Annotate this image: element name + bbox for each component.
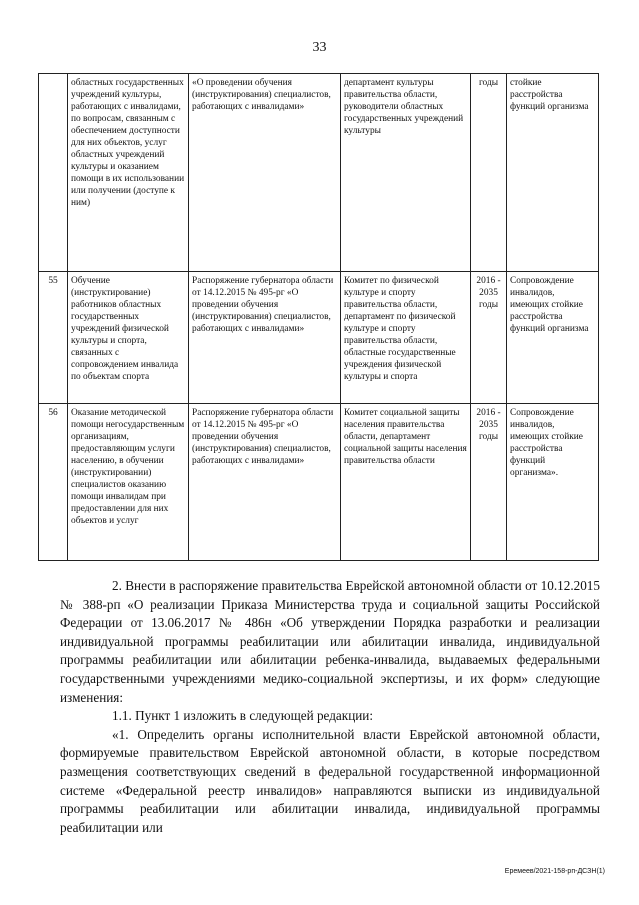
table-row — [39, 74, 599, 272]
paragraph-amendment: 2. Внести в распоряжение правительства Еврейской автономной области от 10.12.2015 № 388-рп «О реализации Приказа Министерства труда и социальной защиты Российской Федерации от 13.06.2017 № 486н «Об утверждении Порядка разработки и реализации индивидуальной программы реабилитации или абилитации инвалида, индивидуальной программы реабилитации или абилитации ребенка-инвалида, выдаваемых федеральными государственными учреждениями медико-социальной экспертизы, и их форм» следующие изменения: — [60, 578, 600, 705]
executor-cell: Комитет по физической культуре и спорту правительства области, департамент по физической культуре и спорту правительства области, областные государственные учреждения физической культуры и спорта — [341, 272, 471, 404]
paragraph-point: 1.1. Пункт 1 изложить в следующей редакции: — [112, 708, 374, 724]
table-row — [39, 272, 599, 404]
result-cell: стойкие расстройства функций организма — [507, 74, 599, 272]
body-text — [60, 577, 600, 837]
years-cell: 2016 - 2035 годы — [471, 272, 507, 404]
document-cell: Распоряжение губернатора области от 14.12.2015 № 495-рг «О проведении обучения (инструктирования) специалистов, работающих с инвалидами» — [189, 404, 341, 561]
page-number: 33 — [312, 40, 327, 55]
document-cell: Распоряжение губернатора области от 14.12.2015 № 495-рг «О проведении обучения (инструктирования) специалистов, работающих с инвалидами» — [189, 272, 341, 404]
row-number: 55 — [39, 272, 68, 404]
executor-cell: Комитет социальной защиты населения правительства области, департамент социальной защиты населения правительства области — [341, 404, 471, 561]
years-cell: годы — [471, 74, 507, 272]
activity-cell: Оказание методической помощи негосударственным организациям, предоставляющим услуги населению, в обучении (инструктировании) специалистов оказанию помощи инвалидам при предоставлении для них объектов и услуг — [68, 404, 189, 561]
table-row — [39, 404, 599, 561]
row-number: 56 — [39, 404, 68, 561]
result-cell: Сопровождение инвалидов, имеющих стойкие расстройства функций организма — [507, 272, 599, 404]
executor-cell: департамент культуры правительства области, руководители областных государственных учреждений культуры — [341, 74, 471, 272]
row-number — [39, 74, 68, 272]
paragraph-quote: «1. Определить органы исполнительной власти Еврейской автономной области, формируемые правительством Еврейской автономной области, в которые посредством размещения соответствующих сведений в федеральной государственной информационной системе «Федеральной реестр инвалидов» направляются выписки из индивидуальной программы реабилитации или абилитации инвалида, индивидуальной программы реабилитации или — [60, 726, 600, 835]
document-cell: «О проведении обучения (инструктирования) специалистов, работающих с инвалидами» — [189, 74, 341, 272]
activity-cell: Обучение (инструктирование) работников областных государственных учреждений физической культуры и спорта, связанных с сопровождением инвалида по объектам спорта — [68, 272, 189, 404]
activity-cell: областных государственных учреждений культуры, работающих с инвалидами, по вопросам, связанным с обеспечением доступности для них объектов, услуг областных учреждений культуры и оказанием помощи в их использовании или получении (доступе к ним) — [68, 74, 189, 272]
result-cell: Сопровождение инвалидов, имеющих стойкие расстройства функций организма». — [507, 404, 599, 561]
years-cell: 2016 - 2035 годы — [471, 404, 507, 561]
measures-table — [38, 73, 599, 561]
footer-code: Еремеев/2021-158-рп-ДСЗН(1) — [504, 868, 605, 875]
